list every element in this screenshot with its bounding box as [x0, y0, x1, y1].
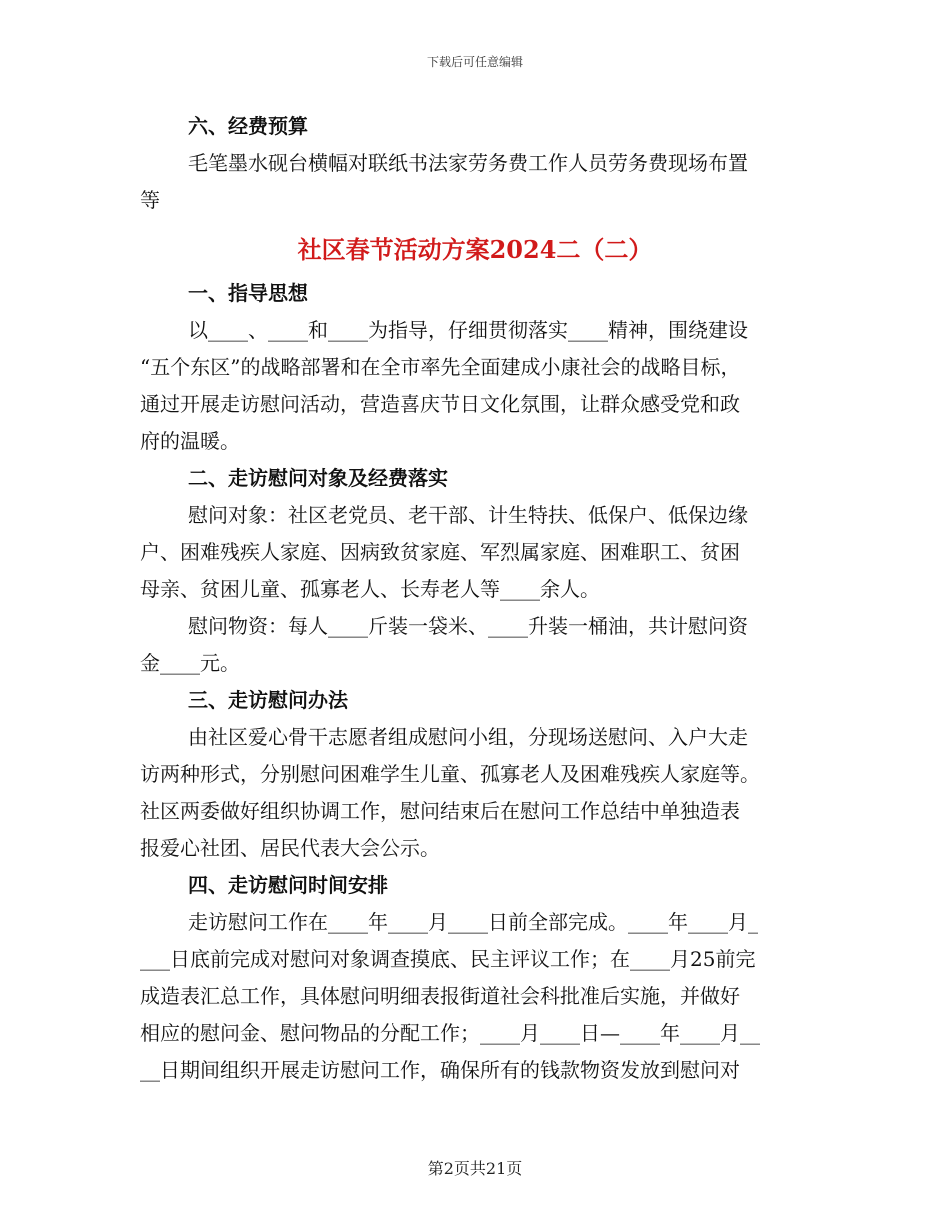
text-line: 访两种形式，分别慰问困难学生儿童、孤寡老人及困难残疾人家庭等。 — [140, 762, 760, 786]
text-line: 成造表汇总工作，具体慰问明细表报街道社会科批准后实施，并做好 — [140, 984, 740, 1008]
text-line: 户、困难残疾人家庭、因病致贫家庭、军烈属家庭、困难职工、贫困 — [140, 540, 740, 564]
text-line: 等 — [140, 188, 160, 212]
text-line: 报爱心社团、居民代表大会公示。 — [140, 836, 440, 860]
text-line: “五个东区”的战略部署和在全市率先全面建成小康社会的战略目标， — [140, 355, 741, 379]
text-line: 相应的慰问金、慰问物品的分配工作；____月____日—____年____月__ — [140, 1021, 760, 1045]
paragraph-methods — [140, 719, 810, 867]
text-line: __日期间组织开展走访慰问工作，确保所有的钱款物资发放到慰问对 — [140, 1058, 740, 1082]
text-line: 毛笔墨水砚台横幅对联纸书法家劳务费工作人员劳务费现场布置 — [188, 151, 748, 175]
section-heading-guiding-ideology: 一、指导思想 — [188, 281, 308, 305]
page-footer: 第2页共21页 — [427, 1159, 523, 1178]
text-line: 金____元。 — [140, 651, 240, 675]
section-heading-targets-funding: 二、走访慰问对象及经费落实 — [188, 466, 448, 490]
text-line: 以____、____和____为指导，仔细贯彻落实____精神，围绕建设 — [188, 318, 748, 342]
paragraph-materials — [140, 608, 810, 682]
document-body — [140, 108, 810, 1089]
text-line: 由社区爱心骨干志愿者组成慰问小组，分现场送慰问、入户大走 — [188, 725, 748, 749]
paragraph-schedule — [140, 904, 810, 1089]
paragraph-targets — [140, 497, 810, 608]
document-title: 社区春节活动方案2024二（二） — [297, 235, 653, 264]
page-header: 下载后可任意编辑 — [426, 55, 523, 69]
text-line: 慰问物资：每人____斤装一袋米、____升装一桶油，共计慰问资 — [188, 614, 748, 638]
section-heading-budget: 六、经费预算 — [188, 114, 308, 138]
text-line: ___日底前完成对慰问对象调查摸底、民主评议工作；在____月25前完 — [140, 947, 756, 971]
text-line: 母亲、贫困儿童、孤寡老人、长寿老人等____余人。 — [140, 577, 600, 601]
paragraph-budget — [140, 145, 810, 219]
section-heading-schedule: 四、走访慰问时间安排 — [188, 873, 388, 897]
section-heading-methods: 三、走访慰问办法 — [188, 688, 348, 712]
text-line: 走访慰问工作在____年____月____日前全部完成。____年____月_ — [188, 910, 758, 934]
text-line: 府的温暖。 — [140, 429, 240, 453]
text-line: 社区两委做好组织协调工作，慰问结束后在慰问工作总结中单独造表 — [140, 799, 740, 823]
text-line: 慰问对象：社区老党员、老干部、计生特扶、低保户、低保边缘 — [188, 503, 748, 527]
paragraph-guiding-ideology — [140, 312, 810, 460]
text-line: 通过开展走访慰问活动，营造喜庆节日文化氛围，让群众感受党和政 — [140, 392, 740, 416]
